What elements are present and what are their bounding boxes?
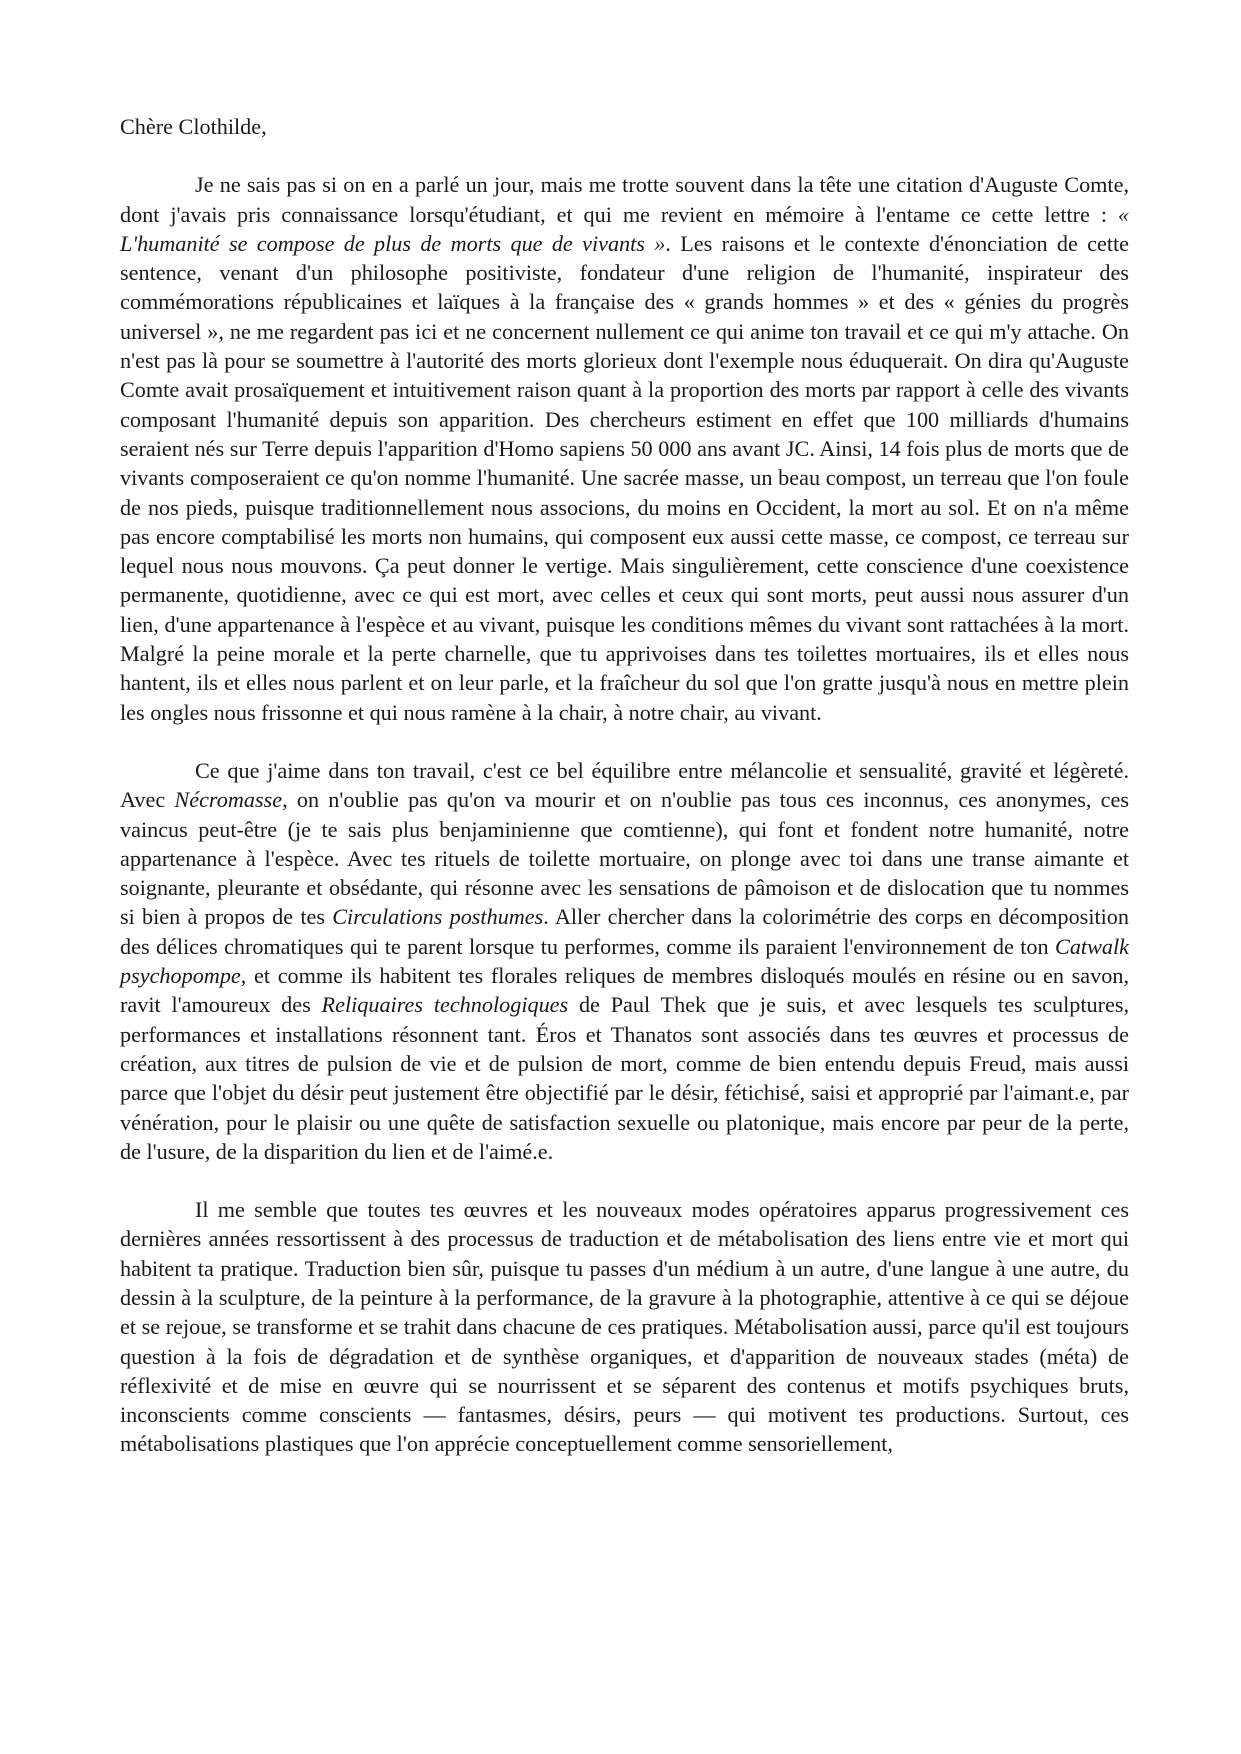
salutation: Chère Clothilde, xyxy=(120,114,267,139)
italic-title: Reliquaires technologiques xyxy=(321,992,569,1018)
letter-page xyxy=(120,112,1129,1459)
text-segment: . Les raisons et le contexte d'énonciation de cette sentence, venant d'un philosophe positiviste, fondateur d'une religion de l'humanité, inspirateur des commémorations républicaines et laïques à la française des « grands hommes » et des « génies du progrès universel », ne me regardent pas ici et ne concernent nullement ce qui anime ton travail et ce qui m'y attache. On n'est pas là pour se soumettre à l'autorité des morts glorieux dont l'exemple nous éduquerait. On dira qu'Auguste Comte avait prosaïquement et intuitivement raison quant à la proportion des morts par rapport à celle des vivants composant l'humanité depuis son apparition. Des chercheurs estiment en effet que 100 milliards d'humains seraient nés sur Terre depuis l'apparition d'Homo sapiens 50 000 ans avant JC. Ainsi, 14 fois plus de morts que de vivants composeraient ce qu'on nomme l'humanité. Une sacrée masse, un beau compost, un terreau que l'on foule de nos pieds, puisque traditionnellement nous associons, du moins en Occident, la mort au sol. Et on n'a même pas encore comptabilisé les morts non humains, qui composent eux aussi cette masse, ce compost, ce terreau sur lequel nous nous mouvons. Ça peut donner le vertige. Mais singulièrement, cette conscience d'une coexistence permanente, quotidienne, avec ce qui est mort, avec celles et ceux qui sont morts, peut aussi nous assurer d'un lien, d'une appartenance à l'espèce et au vivant, puisque les conditions mêmes du vivant sont rattachées à la mort. Malgré la peine morale et la perte charnelle, que tu apprivoises dans tes toilettes mortuaires, ils et elles nous hantent, ils et elles nous parlent et on leur parle, et la fraîcheur du sol que l'on gratte jusqu'à nous en mettre plein les ongles nous frissonne et qui nous ramène à la chair, à notre chair, au vivant. xyxy=(120,230,1130,725)
paragraph-3 xyxy=(120,1195,1129,1459)
text-segment: Il me semble que toutes tes œuvres et les nouveaux modes opératoires apparus progressivement ces dernières années ressortissent à des processus de traduction et de métabolisation des liens entre vie et mort qui habitent ta pratique. Traduction bien sûr, puisque tu passes d'un médium à un autre, d'une langue à une autre, du dessin à la sculpture, de la peinture à la performance, de la gravure à la photographie, attentive à ce qui se déjoue et se rejoue, se transforme et se trahit dans chacune de ces pratiques. Métabolisation aussi, parce qu'il est toujours question à la fois de dégradation et de synthèse organiques, et d'apparition de nouveaux stades (méta) de réflexivité et de mise en œuvre qui se nourrissent et se séparent des contenus et motifs psychiques bruts, inconscients comme conscients — fantasmes, désirs, peurs — qui motivent tes productions. Surtout, ces métabolisations plastiques que l'on apprécie conceptuellement comme sensoriellement, xyxy=(120,1197,1129,1457)
italic-title: Circulations posthumes xyxy=(332,904,544,930)
italic-title: Catwalk psychopompe, xyxy=(120,933,1129,989)
text-segment: et comme ils habitent tes florales reliques de membres disloqués moulés en résine ou en savon, ravit l'amoureux des xyxy=(120,963,1129,1018)
italic-title: « L'humanité se compose de plus de morts que de vivants » xyxy=(120,201,1129,256)
text-segment: Je ne sais pas si on en a parlé un jour, mais me trotte souvent dans la tête une citation d'Auguste Comte, dont j'avais pris connaissance lorsqu'étudiant, et qui me revient en mémoire à l'entame ce cette lettre : xyxy=(120,172,1129,227)
letter-body xyxy=(120,170,1129,1458)
text-segment: . Aller chercher dans la colorimétrie des corps en décomposition des délices chromatiques qui te parent lorsque tu performes, comme ils paraient l'environnement de ton xyxy=(120,904,1129,959)
paragraph-2 xyxy=(120,756,1129,1166)
text-segment: de Paul Thek que je suis, et avec lesquels tes sculptures, performances et installations résonnent tant. Éros et Thanatos sont associés dans tes œuvres et processus de création, aux titres de pulsion de vie et de pulsion de mort, comme de bien entendu depuis Freud, mais aussi parce que l'objet du désir peut justement être objectifié par le désir, fétichisé, saisi et approprié par l'aimant.e, par vénération, pour le plaisir ou une quête de satisfaction sexuelle ou platonique, mais encore par peur de la perte, de l'usure, de la disparition du lien et de l'aimé.e. xyxy=(120,992,1130,1164)
paragraph-1 xyxy=(120,170,1129,727)
text-segment: , on n'oublie pas qu'on va mourir et on n'oublie pas tous ces inconnus, ces anonymes, ces vaincus peut-être (je te sais plus benjaminienne que comtienne), qui font et fondent notre humanité, notre appartenance à l'espèce. Avec tes rituels de toilette mortuaire, on plonge avec toi dans une transe aimante et soignante, pleurante et obsédante, qui résonne avec les sensations de pâmoison et de dislocation que tu nommes si bien à propos de tes xyxy=(120,787,1129,930)
text-segment: Ce que j'aime dans ton travail, c'est ce bel équilibre entre mélancolie et sensualité, gravité et légèreté. Avec xyxy=(120,757,1129,813)
italic-title: Nécromasse xyxy=(174,787,283,813)
